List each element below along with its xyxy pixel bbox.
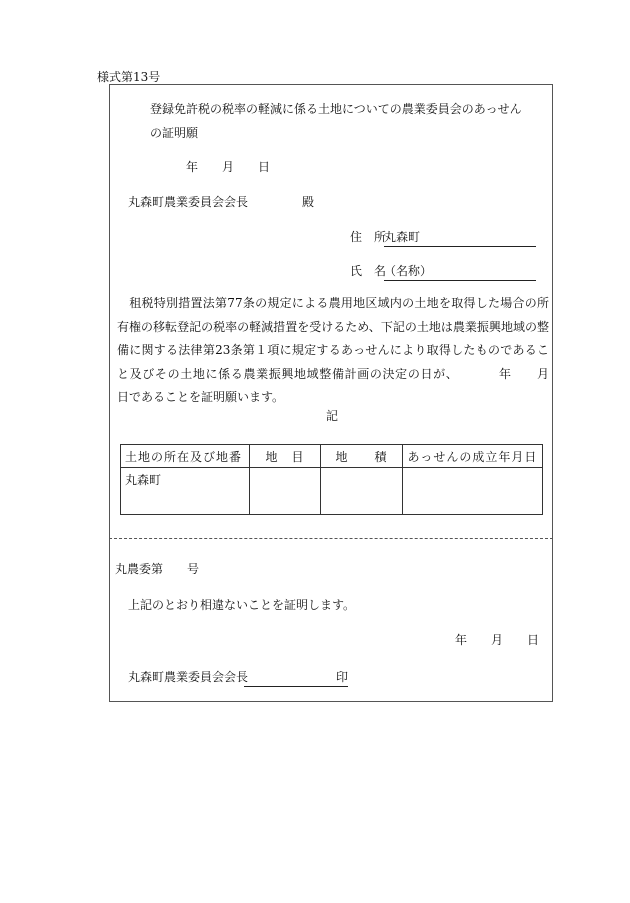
title-line-1: 登録免許税の税率の軽減に係る土地についての農業委員会のあっせん: [150, 102, 522, 116]
col-header-area: 地 積: [321, 445, 403, 468]
land-table: [120, 444, 543, 515]
table-header-row: [121, 445, 543, 468]
certification-date: 年 月 日: [455, 633, 540, 647]
title-line-2: の証明願: [150, 126, 199, 140]
col-header-mediation-date: あっせんの成立年月日: [403, 445, 543, 468]
name-field[interactable]: （名称）: [384, 262, 536, 281]
cell-land-category[interactable]: [250, 468, 321, 515]
cell-mediation-date[interactable]: [403, 468, 543, 515]
body-part-1: 租税特別措置法第77条の規定による農用地区域内の土地を取得した場合の所有権の移転登記の税率の軽減措置を受けるため、下記の土地は農業振興地域の整備に関する法律第23条第１項に規定するあっせんにより取得したものであること及びその土地に係る農業振興地域整備計画の決定の日が、: [117, 296, 549, 381]
name-label: 氏 名: [350, 264, 387, 278]
address-label: 住 所: [350, 230, 387, 244]
col-header-location: 土地の所在及び地番: [121, 445, 250, 468]
determination-date: 年 月 日: [117, 366, 573, 404]
address-field[interactable]: 丸森町: [384, 228, 536, 247]
table-row: [121, 468, 543, 515]
form-number: 様式第13号: [97, 70, 161, 84]
body-paragraph: [117, 292, 573, 410]
honorific: 殿: [302, 195, 315, 209]
body-part-2: であることを証明願います。: [129, 390, 285, 404]
seal-mark: 印: [244, 668, 348, 687]
cell-area[interactable]: [321, 468, 403, 515]
dashed-divider: [109, 538, 553, 539]
certificate-number: 丸農委第 号: [115, 562, 200, 576]
certification-statement: 上記のとおり相違ないことを証明します。: [128, 598, 356, 612]
col-header-land-category: 地 目: [250, 445, 321, 468]
cell-location[interactable]: 丸森町: [121, 468, 250, 515]
application-date: 年 月 日: [186, 160, 271, 174]
addressee: 丸森町農業委員会会長: [128, 195, 249, 209]
certifier-title: 丸森町農業委員会会長: [128, 670, 249, 684]
ki-label: 記: [326, 409, 339, 423]
